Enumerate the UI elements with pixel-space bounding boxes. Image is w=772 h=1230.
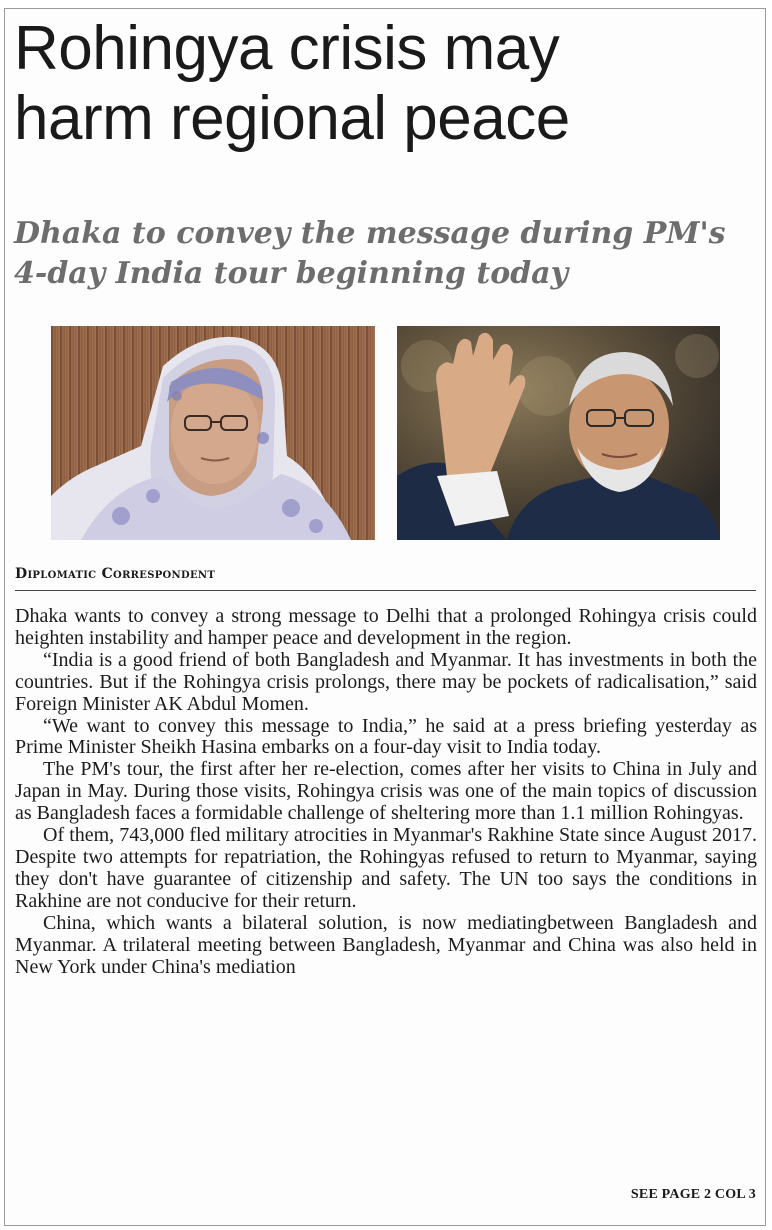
photo-man-illustration xyxy=(397,326,720,540)
article-paragraph: The PM's tour, the first after her re-election, comes after her visits to China in July and Japan in May. During those visits, Rohingya crisis was one of the main topics of discussion as Bangladesh faces a formidable challenge of sheltering more than 1.1 million Rohingyas. xyxy=(15,758,757,825)
headline-line-2: harm regional peace xyxy=(14,84,570,153)
photo-man-waving xyxy=(397,326,720,540)
subheadline xyxy=(14,214,764,294)
headline-line-1: Rohingya crisis may xyxy=(14,14,560,83)
article-paragraph: China, which wants a bilateral solution, is now mediatingbetween Bangladesh and Myanmar. A trilateral meeting between Bangladesh, Myanmar and China was also held in New York under China's mediation xyxy=(15,911,757,978)
headline xyxy=(14,14,764,154)
article-body xyxy=(15,606,757,978)
continuation-jump-line: SEE PAGE 2 COL 3 xyxy=(630,1187,756,1202)
photo-woman-in-headscarf xyxy=(51,326,375,540)
article-paragraph: Dhaka wants to convey a strong message to Delhi that a prolonged Rohingya crisis could heighten instability and hamper peace and development in the region. xyxy=(15,605,757,649)
byline-divider xyxy=(15,590,756,591)
article-paragraph: “We want to convey this message to India,” he said at a press briefing yesterday as Prime Minister Sheikh Hasina embarks on a four-day visit to India today. xyxy=(15,714,757,759)
byline: Diplomatic Correspondent xyxy=(15,566,216,582)
article-paragraph: Of them, 743,000 fled military atrocities in Myanmar's Rakhine State since August 2017. Despite two attempts for repatriation, the Rohingyas refused to return to Myanmar, saying they don't have guarantee of citizenship and safety. The UN too says the conditions in Rakhine are not conducive for their return. xyxy=(15,824,757,912)
subheadline-line-2: 4-day India tour beginning today xyxy=(14,256,569,291)
photo-woman-illustration xyxy=(51,326,375,540)
subheadline-line-1: Dhaka to convey the message during PM's xyxy=(14,216,726,251)
article-paragraph: “India is a good friend of both Bangladesh and Myanmar. It has investments in both the countries. But if the Rohingya crisis prolongs, there may be pockets of radicalisation,” said Foreign Minister AK Abdul Momen. xyxy=(15,648,757,715)
